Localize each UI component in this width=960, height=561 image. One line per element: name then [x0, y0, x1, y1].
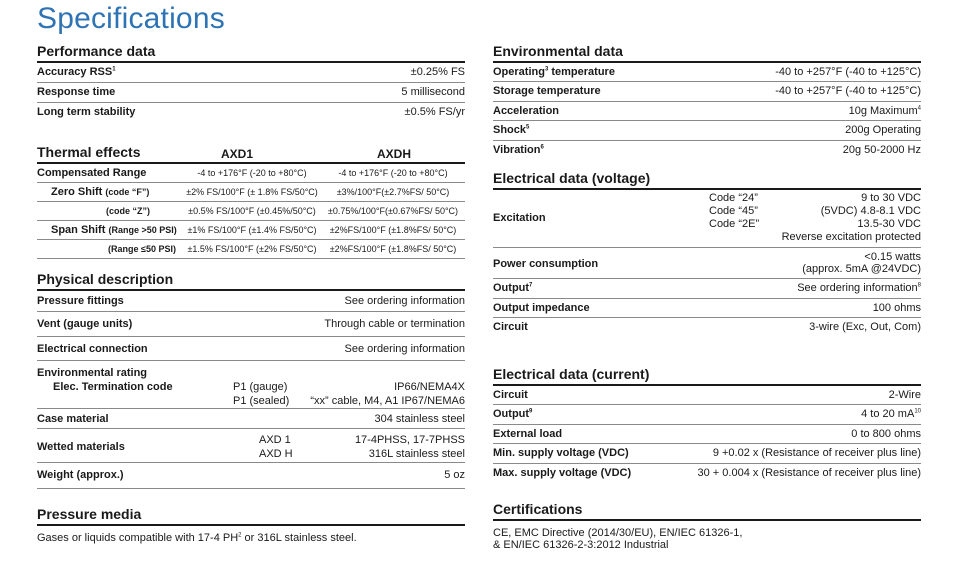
spec-row	[493, 279, 921, 299]
thermal-row	[37, 240, 465, 259]
excitation-note: Reverse excitation protected	[781, 231, 921, 243]
thermal-section	[37, 143, 465, 259]
spec-row	[493, 82, 921, 102]
spec-value: See ordering information	[344, 295, 465, 307]
current-section	[493, 365, 921, 482]
spec-row	[493, 141, 921, 159]
spec-row	[493, 248, 921, 279]
spec-row	[493, 121, 921, 141]
physical-section	[37, 270, 465, 489]
spec-row	[493, 405, 921, 425]
thermal-label: Span Shift	[51, 224, 106, 236]
spec-label: Vent (gauge units)	[37, 318, 133, 330]
axd1-value: ±1.5% FS/100°F (±2% FS/50°C)	[187, 244, 317, 254]
axd1-value: -4 to +176°F (-20 to +80°C)	[197, 168, 307, 178]
thermal-note: (Range >50 PSI)	[108, 225, 177, 235]
spec-row	[37, 361, 465, 409]
model-code: AXD 1	[259, 434, 291, 446]
axdh-value: ±3%/100°F(±2.7%FS/ 50°C)	[336, 187, 450, 197]
termination-code: P1 (sealed)	[233, 395, 290, 407]
footnote-marker: 9	[529, 408, 533, 415]
spec-value: ±0.5% FS/yr	[404, 106, 465, 118]
spec-row	[37, 83, 465, 103]
media-section	[37, 505, 465, 544]
excitation-code: Code “2E”	[709, 218, 760, 230]
thermal-row	[37, 202, 465, 221]
spec-value: 200g Operating	[845, 124, 921, 136]
spec-row	[493, 444, 921, 464]
thermal-note: (Range ≤50 PSI)	[108, 244, 176, 254]
spec-row	[37, 463, 465, 489]
spec-label: Environmental rating	[37, 367, 148, 379]
thermal-label: Compensated Range	[37, 167, 147, 179]
spec-value: 304 stainless steel	[374, 413, 465, 425]
thermal-note: (code “F”)	[105, 187, 150, 197]
material-value: 17-4PHSS, 17-7PHSS	[354, 434, 465, 446]
spec-value: See ordering information	[797, 282, 918, 294]
spec-value: See ordering information	[344, 343, 465, 355]
spec-row	[37, 291, 465, 312]
spec-value: 30 + 0.004 x (Resistance of receiver plus line)	[697, 467, 921, 479]
model-code: AXD H	[259, 448, 293, 460]
thermal-title-text: Thermal effects	[37, 144, 141, 160]
spec-value: -40 to +257°F (-40 to +125°C)	[775, 85, 921, 97]
excitation-value: 9 to 30 VDC	[861, 192, 921, 204]
termination-rating: IP66/NEMA4X	[394, 381, 465, 393]
spec-value: 5 millisecond	[401, 86, 465, 98]
spec-row	[493, 425, 921, 444]
spec-row	[37, 337, 465, 361]
physical-title: Physical description	[37, 270, 465, 291]
spec-label: Pressure fittings	[37, 295, 124, 307]
spec-value: (approx. 5mA @24VDC)	[802, 263, 921, 275]
spec-row	[493, 190, 921, 248]
environmental-section	[493, 42, 921, 159]
spec-row	[37, 429, 465, 463]
footnote-marker: 6	[540, 144, 544, 151]
spec-label: Output	[493, 282, 530, 294]
spec-label: Operating	[493, 66, 545, 78]
footnote-marker: 7	[529, 282, 533, 289]
spec-row	[493, 299, 921, 318]
footnote-marker: 3	[544, 66, 549, 73]
spec-value: 4 to 20 mA	[861, 408, 915, 420]
spec-label: Output	[493, 408, 530, 420]
spec-label: Case material	[37, 413, 109, 425]
thermal-row	[37, 164, 465, 183]
voltage-title: Electrical data (voltage)	[493, 169, 921, 190]
spec-label: Excitation	[493, 212, 546, 224]
spec-value: 3-wire (Exc, Out, Com)	[809, 321, 921, 333]
spec-row	[37, 409, 465, 429]
spec-label: Storage temperature	[493, 85, 601, 97]
spec-label: Shock	[493, 124, 527, 136]
spec-label: Acceleration	[493, 105, 560, 117]
termination-rating: “xx” cable, M4, A1 IP67/NEMA6	[310, 395, 465, 407]
spec-row	[493, 464, 921, 482]
material-value: 316L stainless steel	[368, 448, 465, 460]
spec-row	[493, 102, 921, 121]
axdh-value: ±2%FS/100°F (±1.8%FS/ 50°C)	[329, 225, 457, 235]
footnote-marker: 4	[917, 105, 921, 112]
certifications-title: Certifications	[493, 500, 921, 521]
spec-value: 100 ohms	[872, 302, 921, 314]
spec-label: Circuit	[493, 389, 528, 401]
spec-label: Wetted materials	[37, 441, 125, 453]
axdh-value: ±2%FS/100°F (±1.8%FS/ 50°C)	[329, 244, 457, 254]
media-description: Gases or liquids compatible with 17-4 $PH^2$ or 316L stainless steel.	[37, 532, 357, 544]
page-title: Specifications	[37, 2, 225, 35]
spec-label: Weight (approx.)	[37, 469, 124, 481]
spec-row: Operating$^3$ temperature -40 to +257°F (-40 to +125°C)	[493, 63, 921, 82]
spec-row	[37, 312, 465, 337]
spec-value: 5 oz	[444, 469, 465, 481]
footnote-marker: 10	[914, 408, 921, 415]
thermal-row	[37, 221, 465, 240]
spec-value: -40 to +257°F (-40 to +125°C)	[775, 66, 921, 78]
current-title: Electrical data (current)	[493, 365, 921, 386]
performance-section	[37, 42, 465, 122]
thermal-note: (code “Z”)	[106, 206, 150, 216]
spec-value: 0 to 800 ohms	[851, 428, 921, 440]
media-title: Pressure media	[37, 505, 465, 526]
spec-label: Power consumption	[493, 258, 599, 270]
excitation-value: (5VDC) 4.8-8.1 VDC	[820, 205, 921, 217]
certifications-section	[493, 500, 921, 551]
footnote-marker: 2	[238, 532, 242, 539]
termination-code: P1 (gauge)	[233, 381, 288, 393]
spec-value: Through cable or termination	[324, 318, 465, 330]
axd1-value: ±2% FS/100°F (± 1.8% FS/50°C)	[186, 187, 318, 197]
excitation-value: 13.5-30 VDC	[857, 218, 921, 230]
spec-label: Vibration	[493, 144, 541, 156]
certifications-text: CE, EMC Directive (2014/30/EU), EN/IEC 61326-1, & EN/IEC 61326-2-3:2012 Industrial	[493, 527, 743, 551]
footnote-marker: 5	[526, 124, 530, 131]
spec-row	[37, 63, 465, 83]
spec-label: Electrical connection	[37, 343, 148, 355]
spec-row	[493, 318, 921, 336]
spec-label: Circuit	[493, 321, 528, 333]
thermal-row	[37, 183, 465, 202]
spec-label: Accuracy RSS	[37, 66, 113, 78]
spec-value: 20g 50-2000 Hz	[842, 144, 921, 156]
spec-value: 10g Maximum	[848, 105, 918, 117]
voltage-section	[493, 169, 921, 336]
spec-value: 9 +0.02 x (Resistance of receiver plus line)	[712, 447, 921, 459]
excitation-code: Code “45”	[709, 205, 758, 217]
footnote-marker: 1	[112, 66, 116, 73]
column-header-axdh: AXDH	[377, 147, 412, 161]
spec-label: Min. supply voltage (VDC)	[493, 447, 629, 459]
footnote-marker: 8	[917, 282, 921, 289]
column-header-axd1: AXD1	[221, 147, 254, 161]
spec-row	[493, 386, 921, 405]
spec-value: ±0.25% FS	[410, 66, 465, 78]
spec-label: Response time	[37, 86, 116, 98]
axdh-value: -4 to +176°F (-20 to +80°C)	[338, 168, 448, 178]
spec-value: 2-Wire	[888, 389, 921, 401]
axd1-value: ±1% FS/100°F (±1.4% FS/50°C)	[187, 225, 317, 235]
thermal-label: Zero Shift	[51, 186, 103, 198]
axd1-value: ±0.5% FS/100°F (±0.45%/50°C)	[188, 206, 316, 216]
thermal-title	[37, 143, 465, 164]
spec-row	[37, 103, 465, 122]
excitation-code: Code “24”	[709, 192, 758, 204]
spec-label: Max. supply voltage (VDC)	[493, 467, 632, 479]
axdh-value: ±0.75%/100°F(±0.67%FS/ 50°C)	[327, 206, 459, 216]
environmental-title: Environmental data	[493, 42, 921, 63]
spec-label: Output impedance	[493, 302, 590, 314]
spec-label: External load	[493, 428, 563, 440]
spec-value: <0.15 watts	[864, 251, 921, 263]
spec-label: Long term stability	[37, 106, 136, 118]
spec-sublabel: Elec. Termination code	[53, 381, 173, 393]
performance-title: Performance data	[37, 42, 465, 63]
